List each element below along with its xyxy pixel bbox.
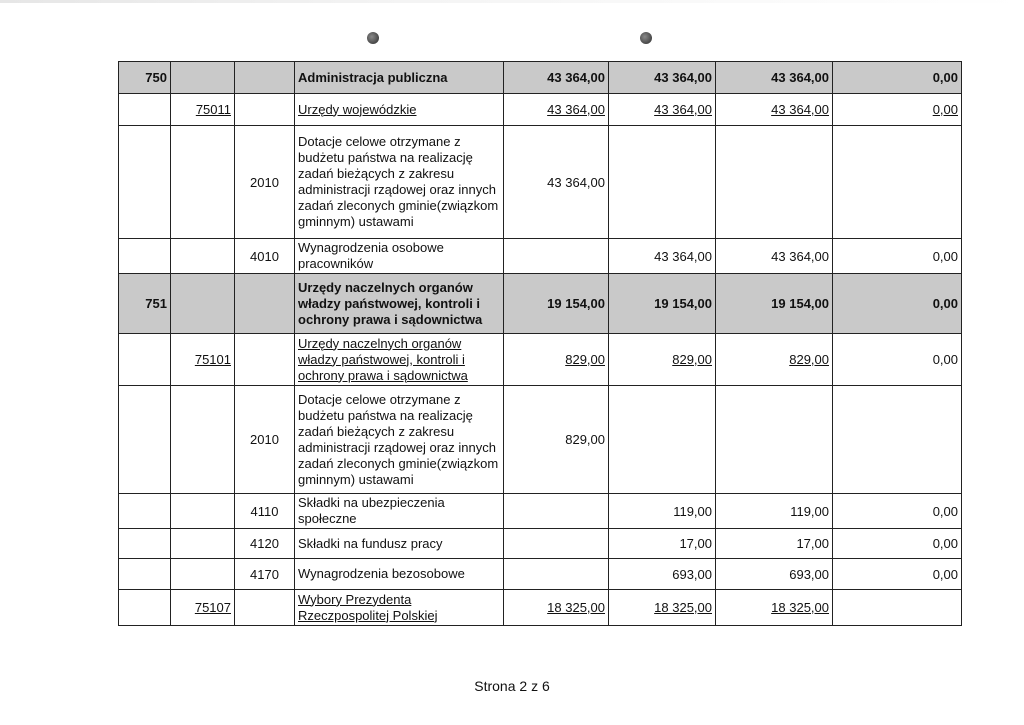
table-row <box>119 239 962 274</box>
amount-cell-2: 43 364,00 <box>609 239 716 274</box>
page-number: Strona 2 z 6 <box>474 678 550 694</box>
amount-cell-1: 43 364,00 <box>504 126 609 239</box>
amount-cell-1 <box>504 529 609 559</box>
amount-cell-2: 19 154,00 <box>609 274 716 334</box>
dzial-cell <box>119 239 171 274</box>
amount-cell-4: 0,00 <box>833 494 962 529</box>
description-cell: Dotacje celowe otrzymane z budżetu państwa na realizację zadań bieżących z zakresu administracji rządowej oraz innych zadań zleconych gminie(związkom gminnym) ustawami <box>295 386 504 494</box>
punch-hole-right <box>640 32 652 44</box>
description-cell: Urzędy wojewódzkie <box>295 94 504 126</box>
paragraf-cell <box>235 590 295 626</box>
dzial-cell <box>119 559 171 590</box>
rozdzial-cell <box>171 494 235 529</box>
table-row <box>119 529 962 559</box>
table-row <box>119 386 962 494</box>
description-cell: Składki na ubezpieczenia społeczne <box>295 494 504 529</box>
amount-cell-2: 18 325,00 <box>609 590 716 626</box>
paragraf-cell: 2010 <box>235 126 295 239</box>
amount-cell-3: 829,00 <box>716 334 833 386</box>
rozdzial-cell <box>171 274 235 334</box>
rozdzial-cell <box>171 386 235 494</box>
paragraf-cell: 4120 <box>235 529 295 559</box>
dzial-cell <box>119 126 171 239</box>
amount-cell-4 <box>833 386 962 494</box>
rozdzial-cell <box>171 529 235 559</box>
table-row <box>119 274 962 334</box>
dzial-cell <box>119 94 171 126</box>
rozdzial-cell <box>171 62 235 94</box>
paragraf-cell: 4110 <box>235 494 295 529</box>
paragraf-cell <box>235 62 295 94</box>
amount-cell-1: 19 154,00 <box>504 274 609 334</box>
description-cell: Składki na fundusz pracy <box>295 529 504 559</box>
amount-cell-4: 0,00 <box>833 529 962 559</box>
amount-cell-2 <box>609 386 716 494</box>
paragraf-cell <box>235 94 295 126</box>
page-top-edge <box>0 0 1024 3</box>
budget-table <box>118 61 962 626</box>
paragraf-cell: 4010 <box>235 239 295 274</box>
paragraf-cell: 4170 <box>235 559 295 590</box>
amount-cell-4: 0,00 <box>833 94 962 126</box>
description-cell: Administracja publiczna <box>295 62 504 94</box>
amount-cell-1 <box>504 494 609 529</box>
amount-cell-1: 829,00 <box>504 386 609 494</box>
rozdzial-cell <box>171 239 235 274</box>
description-cell: Urzędy naczelnych organów władzy państwowej, kontroli i ochrony prawa i sądownictwa <box>295 334 504 386</box>
amount-cell-3: 119,00 <box>716 494 833 529</box>
amount-cell-3 <box>716 126 833 239</box>
description-cell: Urzędy naczelnych organów władzy państwowej, kontroli i ochrony prawa i sądownictwa <box>295 274 504 334</box>
amount-cell-1: 18 325,00 <box>504 590 609 626</box>
amount-cell-1: 829,00 <box>504 334 609 386</box>
dzial-cell <box>119 494 171 529</box>
amount-cell-3 <box>716 386 833 494</box>
rozdzial-cell <box>171 559 235 590</box>
amount-cell-2: 119,00 <box>609 494 716 529</box>
amount-cell-4 <box>833 590 962 626</box>
amount-cell-3: 43 364,00 <box>716 94 833 126</box>
rozdzial-cell: 75011 <box>171 94 235 126</box>
amount-cell-4: 0,00 <box>833 62 962 94</box>
description-cell: Wybory Prezydenta Rzeczpospolitej Polskiej <box>295 590 504 626</box>
amount-cell-3: 43 364,00 <box>716 62 833 94</box>
amount-cell-3: 43 364,00 <box>716 239 833 274</box>
amount-cell-1: 43 364,00 <box>504 94 609 126</box>
amount-cell-3: 18 325,00 <box>716 590 833 626</box>
description-cell: Dotacje celowe otrzymane z budżetu państwa na realizację zadań bieżących z zakresu administracji rządowej oraz innych zadań zleconych gminie(związkom gminnym) ustawami <box>295 126 504 239</box>
amount-cell-2: 43 364,00 <box>609 94 716 126</box>
amount-cell-4 <box>833 126 962 239</box>
amount-cell-4: 0,00 <box>833 274 962 334</box>
dzial-cell: 751 <box>119 274 171 334</box>
paragraf-cell <box>235 274 295 334</box>
table-row <box>119 62 962 94</box>
table-row <box>119 334 962 386</box>
rozdzial-cell: 75107 <box>171 590 235 626</box>
description-cell: Wynagrodzenia bezosobowe <box>295 559 504 590</box>
amount-cell-1: 43 364,00 <box>504 62 609 94</box>
amount-cell-4: 0,00 <box>833 559 962 590</box>
amount-cell-4: 0,00 <box>833 239 962 274</box>
table-row <box>119 494 962 529</box>
amount-cell-2: 829,00 <box>609 334 716 386</box>
paragraf-cell: 2010 <box>235 386 295 494</box>
paragraf-cell <box>235 334 295 386</box>
rozdzial-cell <box>171 126 235 239</box>
punch-hole-left <box>367 32 379 44</box>
table-row <box>119 126 962 239</box>
rozdzial-cell: 75101 <box>171 334 235 386</box>
table-row <box>119 94 962 126</box>
table-row <box>119 559 962 590</box>
dzial-cell <box>119 334 171 386</box>
amount-cell-2: 43 364,00 <box>609 62 716 94</box>
dzial-cell <box>119 590 171 626</box>
amount-cell-4: 0,00 <box>833 334 962 386</box>
dzial-cell <box>119 386 171 494</box>
amount-cell-1 <box>504 239 609 274</box>
table-row <box>119 590 962 626</box>
dzial-cell: 750 <box>119 62 171 94</box>
amount-cell-2: 693,00 <box>609 559 716 590</box>
description-cell: Wynagrodzenia osobowe pracowników <box>295 239 504 274</box>
dzial-cell <box>119 529 171 559</box>
amount-cell-3: 19 154,00 <box>716 274 833 334</box>
amount-cell-1 <box>504 559 609 590</box>
amount-cell-3: 17,00 <box>716 529 833 559</box>
amount-cell-3: 693,00 <box>716 559 833 590</box>
amount-cell-2: 17,00 <box>609 529 716 559</box>
amount-cell-2 <box>609 126 716 239</box>
